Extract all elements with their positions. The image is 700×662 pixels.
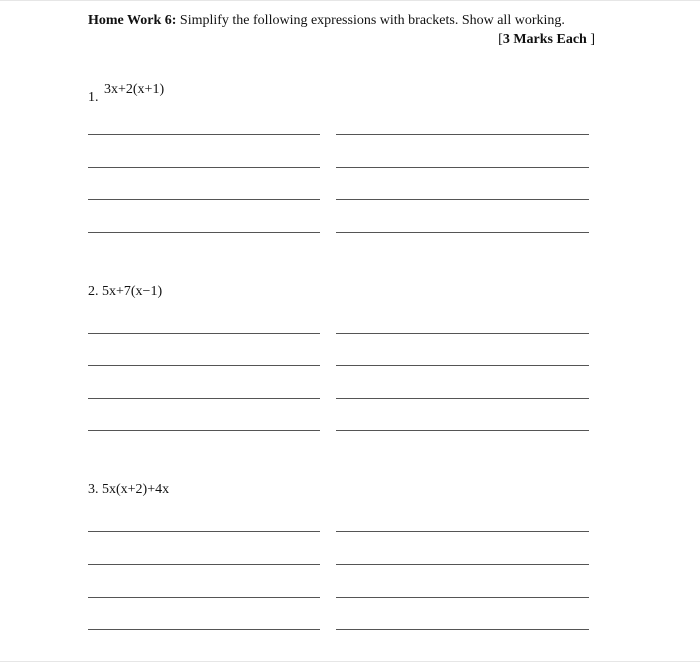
question-2 [88, 284, 162, 300]
answer-line[interactable] [88, 232, 320, 233]
answer-line[interactable] [336, 167, 589, 168]
homework-heading [88, 13, 565, 29]
answer-line[interactable] [336, 629, 589, 630]
homework-instruction: Simplify the following expressions with brackets. Show all working. [176, 13, 565, 28]
answer-line[interactable] [88, 365, 320, 366]
question-number: 3. [88, 482, 99, 497]
answer-line[interactable] [336, 199, 589, 200]
marks-open-bracket: [ [498, 32, 503, 47]
question-number: 2. [88, 284, 99, 299]
answer-line[interactable] [336, 398, 589, 399]
question-expression: 3x+2(x+1) [104, 82, 165, 97]
answer-line[interactable] [336, 232, 589, 233]
answer-line[interactable] [336, 333, 589, 334]
answer-line[interactable] [88, 333, 320, 334]
answer-line[interactable] [88, 134, 320, 135]
answer-line[interactable] [88, 430, 320, 431]
answer-line[interactable] [336, 597, 589, 598]
answer-line[interactable] [336, 430, 589, 431]
marks-allocation [498, 32, 595, 48]
answer-line[interactable] [88, 531, 320, 532]
marks-text: 3 Marks Each [502, 32, 587, 47]
marks-close-bracket: ] [586, 32, 595, 47]
answer-line[interactable] [336, 564, 589, 565]
question-3 [88, 482, 169, 498]
answer-line[interactable] [336, 531, 589, 532]
question-expression: 5x+7(x−1) [102, 284, 163, 299]
answer-line[interactable] [88, 167, 320, 168]
answer-line[interactable] [88, 199, 320, 200]
question-number: 1. [88, 90, 99, 105]
answer-line[interactable] [88, 629, 320, 630]
homework-title: Home Work 6: [88, 13, 177, 28]
question-expression: 5x(x+2)+4x [102, 482, 170, 497]
answer-line[interactable] [88, 564, 320, 565]
question-1 [88, 82, 165, 105]
answer-line[interactable] [336, 365, 589, 366]
answer-line[interactable] [88, 597, 320, 598]
answer-line[interactable] [336, 134, 589, 135]
answer-line[interactable] [88, 398, 320, 399]
